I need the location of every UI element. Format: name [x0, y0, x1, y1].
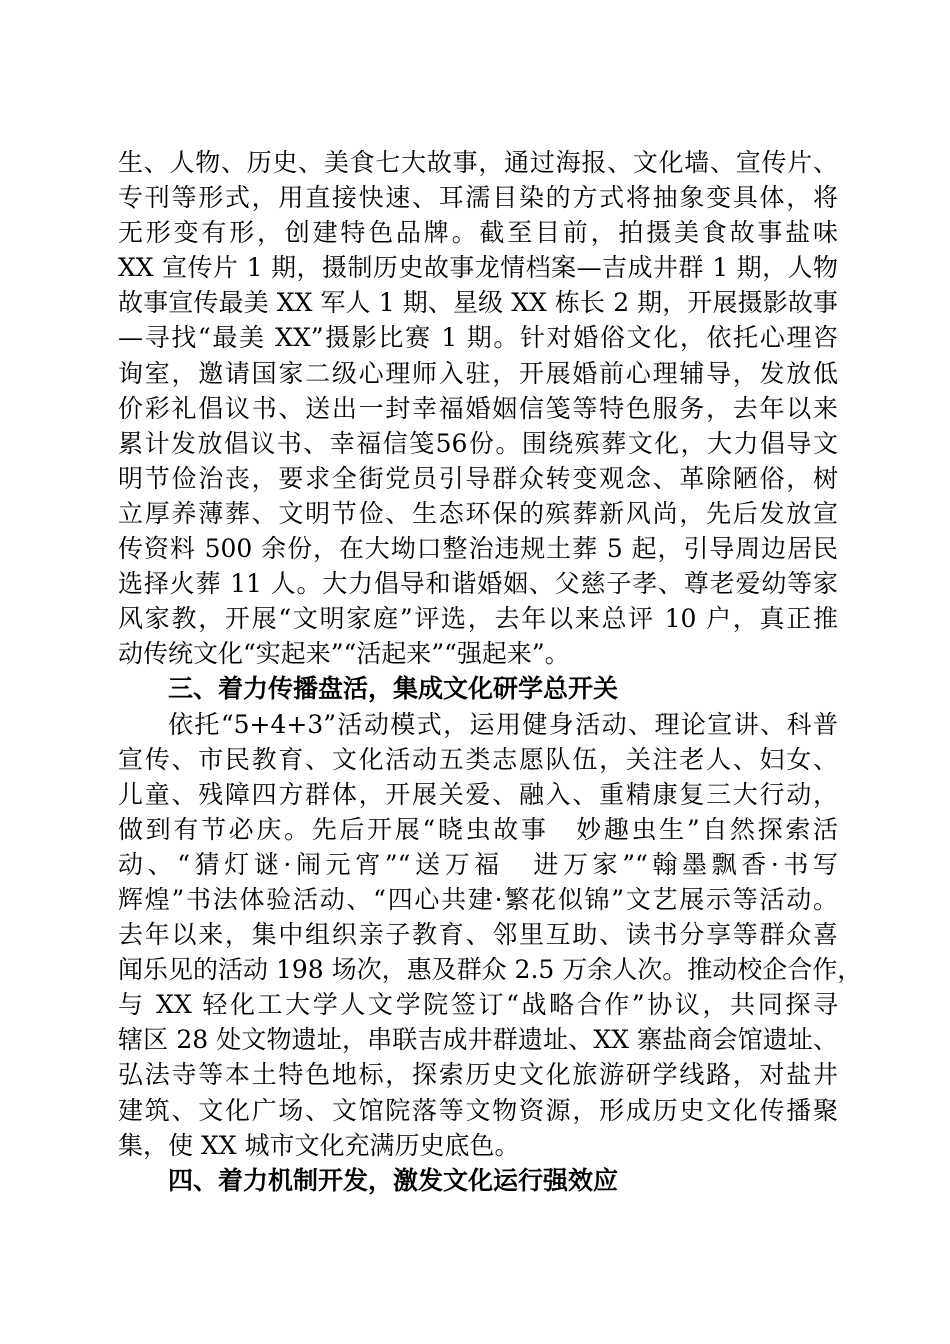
paragraph-line: 专刊等形式，用直接快速、耳濡目染的方式将抽象变具体，将: [118, 183, 838, 213]
paragraph-line: 故事宣传最美 XX 军人 1 期、星级 XX 栋长 2 期，开展摄影故事: [118, 288, 838, 318]
paragraph-line: 动、“猜灯谜·闹元宵”“送万福 进万家”“翰墨飘香·书写: [118, 849, 838, 879]
document-body: [118, 145, 863, 1198]
paragraph-line: 明节俭治丧，要求全街党员引导群众转变观念、革除陋俗，树: [118, 463, 838, 493]
paragraph-line: 价彩礼倡议书、送出一封幸福婚姻信笺等特色服务，去年以来: [118, 393, 838, 423]
paragraph-line: 去年以来，集中组织亲子教育、邻里互助、读书分享等群众喜: [118, 920, 838, 950]
paragraph-line: 儿童、残障四方群体，开展关爱、融入、重精康复三大行动，: [118, 779, 838, 809]
section-heading-3: 三、着力传播盘活，集成文化研学总开关: [168, 674, 619, 704]
paragraph-line: 弘法寺等本土特色地标，探索历史文化旅游研学线路，对盐井: [118, 1060, 838, 1090]
section-heading-4: 四、着力机制开发，激发文化运行强效应: [168, 1165, 619, 1195]
paragraph-line: 辉煌”书法体验活动、“四心共建·繁花似锦”文艺展示等活动。: [118, 884, 838, 914]
paragraph-line: 询室，邀请国家二级心理师入驻，开展婚前心理辅导，发放低: [118, 358, 838, 388]
paragraph-line: 建筑、文化广场、文馆院落等文物资源，形成历史文化传播聚: [118, 1095, 838, 1125]
paragraph-line: 依托“5+4+3”活动模式，运用健身活动、理论宣讲、科普: [168, 709, 838, 739]
paragraph-line: 与 XX 轻化工大学人文学院签订“战略合作”协议，共同探寻: [118, 990, 838, 1020]
paragraph-line: 宣传、市民教育、文化活动五类志愿队伍，关注老人、妇女、: [118, 744, 838, 774]
paragraph-line: 动传统文化“实起来”“活起来”“强起来”。: [118, 639, 570, 669]
paragraph-line: 风家教，开展“文明家庭”评选，去年以来总评 10 户，真正推: [118, 604, 838, 634]
paragraph-line: 闻乐见的活动 198 场次，惠及群众 2.5 万余人次。推动校企合作，: [118, 955, 863, 985]
paragraph-line: 无形变有形，创建特色品牌。截至目前，拍摄美食故事盐味: [118, 218, 838, 248]
paragraph-line: XX 宣传片 1 期，摄制历史故事龙情档案—吉成井群 1 期，人物: [118, 253, 838, 283]
paragraph-line: 传资料 500 余份，在大坳口整治违规土葬 5 起，引导周边居民: [118, 534, 838, 564]
paragraph-line: 辖区 28 处文物遗址，串联吉成井群遗址、XX 寨盐商会馆遗址、: [118, 1025, 838, 1055]
paragraph-line: 生、人物、历史、美食七大故事，通过海报、文化墙、宣传片、: [118, 148, 838, 177]
paragraph-line: 立厚养薄葬、文明节俭、生态环保的殡葬新风尚，先后发放宣: [118, 498, 838, 528]
paragraph-line: 选择火葬 11 人。大力倡导和谐婚姻、父慈子孝、尊老爱幼等家: [118, 569, 838, 599]
paragraph-line: 做到有节必庆。先后开展“晓虫故事 妙趣虫生”自然探索活: [118, 814, 838, 844]
paragraph-line: 集，使 XX 城市文化充满历史底色。: [118, 1130, 520, 1160]
paragraph-line: —寻找“最美 XX”摄影比赛 1 期。针对婚俗文化，依托心理咨: [118, 323, 838, 353]
paragraph-line: 累计发放倡议书、幸福信笺56份。围绕殡葬文化，大力倡导文: [118, 428, 838, 458]
